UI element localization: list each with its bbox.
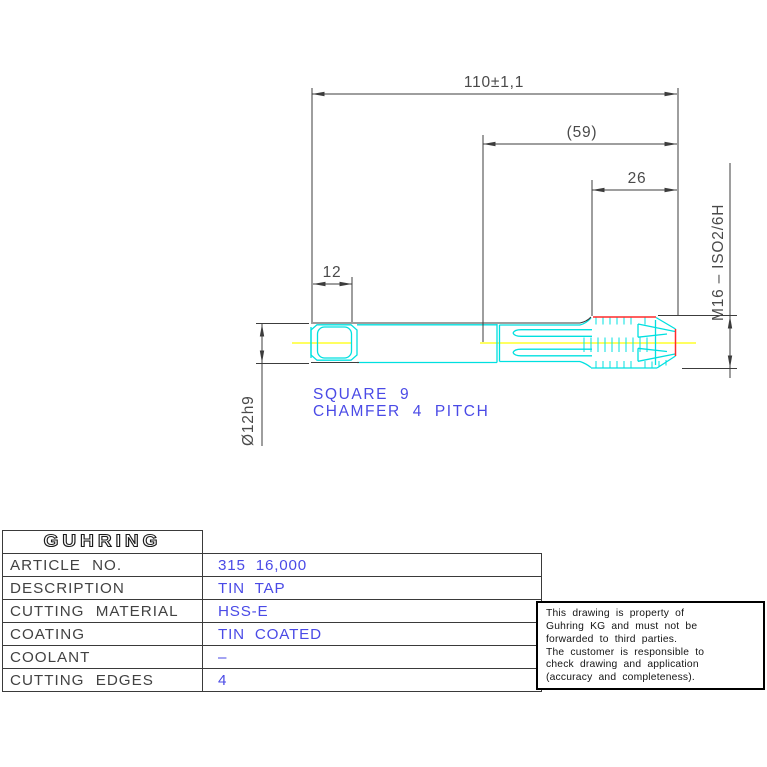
note-square: SQUARE 9 <box>313 386 411 403</box>
disclaimer-line: (accuracy and completeness). <box>546 672 695 684</box>
row-label: ARTICLE NO. <box>3 554 203 577</box>
row-label: COATING <box>3 623 203 646</box>
row-label: DESCRIPTION <box>3 577 203 600</box>
disclaimer-box <box>536 601 765 690</box>
row-value: TIN COATED <box>203 623 542 646</box>
dim-reference-length: (59) <box>566 124 598 141</box>
spec-table <box>2 530 542 692</box>
row-label: CUTTING MATERIAL <box>3 600 203 623</box>
row-value: HSS-E <box>203 600 542 623</box>
dim-square-length: 12 <box>322 264 342 281</box>
dim-overall-length: 110±1,1 <box>463 74 525 91</box>
disclaimer-line: Guhring KG and must not be <box>546 620 698 632</box>
disclaimer-line: check drawing and application <box>546 659 699 671</box>
disclaimer-line: This drawing is property of <box>546 608 685 619</box>
table-row <box>3 600 542 623</box>
row-value: – <box>203 646 542 669</box>
flute-bottom <box>513 349 592 356</box>
table-row-logo <box>3 531 542 554</box>
dim-thread-spec: M16 – ISO2/6H <box>710 203 727 321</box>
table-row <box>3 554 542 577</box>
guhring-logo: GUHRING <box>43 531 162 552</box>
flute-top <box>513 330 592 337</box>
table-row <box>3 646 542 669</box>
note-chamfer: CHAMFER 4 PITCH <box>313 403 490 420</box>
table-row <box>3 577 542 600</box>
table-row <box>3 669 542 692</box>
row-value: 4 <box>203 669 542 692</box>
dim-shank-diameter: Ø12h9 <box>240 395 257 446</box>
dim-thread-length: 26 <box>627 170 647 187</box>
disclaimer-line: The customer is responsible to <box>546 646 705 658</box>
row-value: TIN TAP <box>203 577 542 600</box>
row-value: 315 16,000 <box>203 554 542 577</box>
table-row <box>3 623 542 646</box>
disclaimer-line: forwarded to third parties. <box>546 633 678 645</box>
row-label: COOLANT <box>3 646 203 669</box>
row-label: CUTTING EDGES <box>3 669 203 692</box>
